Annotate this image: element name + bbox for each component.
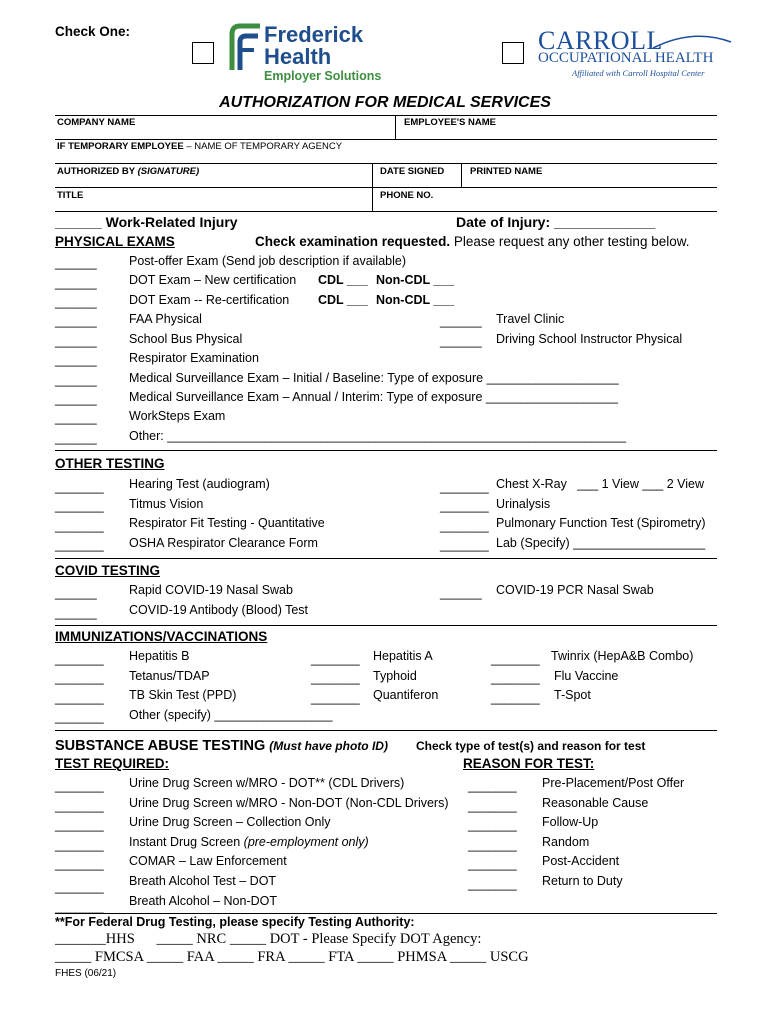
form-id-footer: FHES (06/21) [55,968,117,979]
immunization-blank[interactable]: _______ [55,710,104,724]
immunization-blank[interactable]: _______ [55,691,104,705]
other-item: Chest X-Ray ___ 1 View ___ 2 View [496,477,704,491]
immunization-item: Other (specify) _________________ [129,708,333,722]
carroll-line3: Affiliated with Carroll Hospital Center [572,68,705,78]
company-name-label: COMPANY NAME [57,117,136,128]
physical-item: School Bus Physical [129,332,243,346]
other-item: Pulmonary Function Test (Spirometry) [496,516,706,530]
authorized-by-label: AUTHORIZED BY (SIGNATURE) [57,166,200,177]
form-title: AUTHORIZATION FOR MEDICAL SERVICES [219,94,551,111]
physical-item: Travel Clinic [496,312,565,326]
immunization-blank[interactable]: _______ [311,671,360,685]
other-blank[interactable]: _______ [55,480,104,494]
other-blank[interactable]: _______ [440,480,489,494]
reason-item: Return to Duty [542,874,623,888]
other-testing-header: OTHER TESTING [55,456,165,471]
physical-blank[interactable]: ______ [55,295,97,309]
immunization-item: Tetanus/TDAP [129,669,210,683]
physical-blank[interactable]: ______ [55,431,97,445]
printed-name-label: PRINTED NAME [470,166,543,177]
immunization-blank[interactable]: _______ [55,652,104,666]
physical-item: WorkSteps Exam [129,409,226,423]
covid-item: Rapid COVID-19 Nasal Swab [129,583,293,597]
test-blank[interactable]: _______ [55,779,104,793]
test-item: COMAR – Law Enforcement [129,854,287,868]
other-item: Urinalysis [496,497,551,511]
other-item: Lab (Specify) ___________________ [496,536,706,550]
check-one-label: Check One: [55,24,131,39]
reason-blank[interactable]: _______ [468,857,517,871]
test-item: Urine Drug Screen w/MRO - Non-DOT (Non-CDL Drivers) [129,796,449,810]
covid-item: COVID-19 PCR Nasal Swab [496,583,654,597]
substance-header: SUBSTANCE ABUSE TESTING (Must have photo ID) [55,738,388,754]
physical-item: Other: __________________________________________________________________ [129,429,627,443]
reason-blank[interactable]: _______ [468,779,517,793]
test-item: Urine Drug Screen w/MRO - DOT** (CDL Drivers) [129,776,405,790]
physical-item: FAA Physical [129,312,202,326]
physical-blank[interactable]: ______ [440,334,482,348]
test-blank[interactable]: _______ [55,900,104,914]
physical-item: Driving School Instructor Physical [496,332,683,346]
frederick-line3: Employer Solutions [264,69,382,83]
immunization-item: Twinrix (HepA&B Combo) [551,649,694,663]
reason-blank[interactable]: _______ [468,877,517,891]
immunization-blank[interactable]: _______ [491,652,540,666]
carroll-checkbox[interactable] [502,42,524,64]
other-blank[interactable]: _______ [440,499,489,513]
physical-item: DOT Exam – New certification [129,273,297,287]
test-item: Instant Drug Screen (pre-employment only) [129,835,369,849]
carroll-swoosh-icon [653,32,733,52]
physical-blank[interactable]: ______ [55,276,97,290]
reason-item: Reasonable Cause [542,796,649,810]
federal-line2[interactable]: _____ FMCSA _____ FAA _____ FRA _____ FTA _____ PHMSA _____ USCG [55,949,529,965]
physical-blank[interactable]: ______ [55,373,97,387]
reason-for-test-header: REASON FOR TEST: [463,756,595,771]
temporary-agency-label: IF TEMPORARY EMPLOYEE – NAME OF TEMPORARY AGENCY [57,141,343,152]
covid-blank[interactable]: ______ [55,586,97,600]
other-item: OSHA Respirator Clearance Form [129,536,318,550]
covid-testing-header: COVID TESTING [55,563,161,578]
covid-item: COVID-19 Antibody (Blood) Test [129,603,309,617]
noncdl-option[interactable]: Non-CDL ___ [376,273,455,287]
cdl-option[interactable]: CDL ___ [318,273,368,287]
other-blank[interactable]: _______ [55,519,104,533]
test-item: Urine Drug Screen – Collection Only [129,815,331,829]
other-blank[interactable]: _______ [440,519,489,533]
cdl-option[interactable]: CDL ___ [318,293,368,307]
physical-item: Post-offer Exam (Send job description if available) [129,254,406,268]
frederick-checkbox[interactable] [192,42,214,64]
carroll-line1: CARROLL [538,26,663,55]
reason-item: Pre-Placement/Post Offer [542,776,685,790]
reason-blank[interactable]: _______ [468,818,517,832]
immunization-blank[interactable]: _______ [311,652,360,666]
immunization-item: Typhoid [373,669,417,683]
immunization-item: Hepatitis A [373,649,433,663]
test-blank[interactable]: _______ [55,880,104,894]
test-required-header: TEST REQUIRED: [55,756,170,771]
test-blank[interactable]: _______ [55,799,104,813]
physical-exams-instruction: Check examination requested. Please request any other testing below. [255,234,690,249]
employee-name-label: EMPLOYEE'S NAME [404,117,496,128]
noncdl-option[interactable]: Non-CDL ___ [376,293,455,307]
work-related-injury[interactable]: ______ Work-Related Injury [55,214,238,230]
frederick-health-logo [224,22,384,86]
date-of-injury[interactable]: Date of Injury: _____________ [456,214,656,230]
immunization-item: Quantiferon [373,688,439,702]
immunizations-header: IMMUNIZATIONS/VACCINATIONS [55,629,268,644]
reason-blank[interactable]: _______ [468,838,517,852]
federal-line1[interactable]: _______HHS _____ NRC _____ DOT - Please Specify DOT Agency: [55,931,482,947]
physical-blank[interactable]: ______ [440,314,482,328]
test-item: Breath Alcohol – Non-DOT [129,894,277,908]
other-item: Respirator Fit Testing - Quantitative [129,516,325,530]
reason-item: Random [542,835,590,849]
covid-blank[interactable]: ______ [440,586,482,600]
test-blank[interactable]: _______ [55,857,104,871]
carroll-occupational-health-logo [538,26,738,82]
physical-item: Medical Surveillance Exam – Initial / Baseline: Type of exposure ___________________ [129,371,619,385]
physical-blank[interactable]: ______ [55,334,97,348]
frederick-line2: Health [264,44,332,69]
title-label: TITLE [57,190,84,201]
immunization-blank[interactable]: _______ [311,691,360,705]
physical-item: Respirator Examination [129,351,259,365]
date-signed-label: DATE SIGNED [380,166,445,177]
immunization-blank[interactable]: _______ [491,691,540,705]
immunization-blank[interactable]: _______ [491,671,540,685]
federal-testing-note: **For Federal Drug Testing, please specify Testing Authority: [55,915,415,929]
carroll-line2: OCCUPATIONAL HEALTH [538,50,714,66]
other-blank[interactable]: _______ [55,538,104,552]
physical-blank[interactable]: ______ [55,392,97,406]
immunization-item: TB Skin Test (PPD) [129,688,237,702]
test-item: Breath Alcohol Test – DOT [129,874,277,888]
other-item: Titmus Vision [129,497,204,511]
immunization-item: Hepatitis B [129,649,190,663]
other-blank[interactable]: _______ [55,499,104,513]
other-blank[interactable]: _______ [440,538,489,552]
test-blank[interactable]: _______ [55,818,104,832]
covid-blank[interactable]: ______ [55,606,97,620]
reason-item: Post-Accident [542,854,620,868]
physical-blank[interactable]: ______ [55,353,97,367]
frederick-line1: Frederick [264,22,364,47]
frederick-mark-icon [224,22,264,72]
reason-item: Follow-Up [542,815,599,829]
test-blank[interactable]: _______ [55,838,104,852]
substance-check-instruction: Check type of test(s) and reason for test [416,739,646,753]
physical-blank[interactable]: ______ [55,256,97,270]
immunization-item: T-Spot [554,688,591,702]
immunization-item: Flu Vaccine [554,669,619,683]
reason-blank[interactable]: _______ [468,799,517,813]
other-item: Hearing Test (audiogram) [129,477,270,491]
physical-blank[interactable]: ______ [55,314,97,328]
phone-label: PHONE NO. [380,190,434,201]
physical-item: Medical Surveillance Exam – Annual / Interim: Type of exposure ___________________ [129,390,618,404]
immunization-blank[interactable]: _______ [55,671,104,685]
physical-item: DOT Exam -- Re-certification [129,293,290,307]
physical-exams-header: PHYSICAL EXAMS [55,234,175,249]
physical-blank[interactable]: ______ [55,411,97,425]
